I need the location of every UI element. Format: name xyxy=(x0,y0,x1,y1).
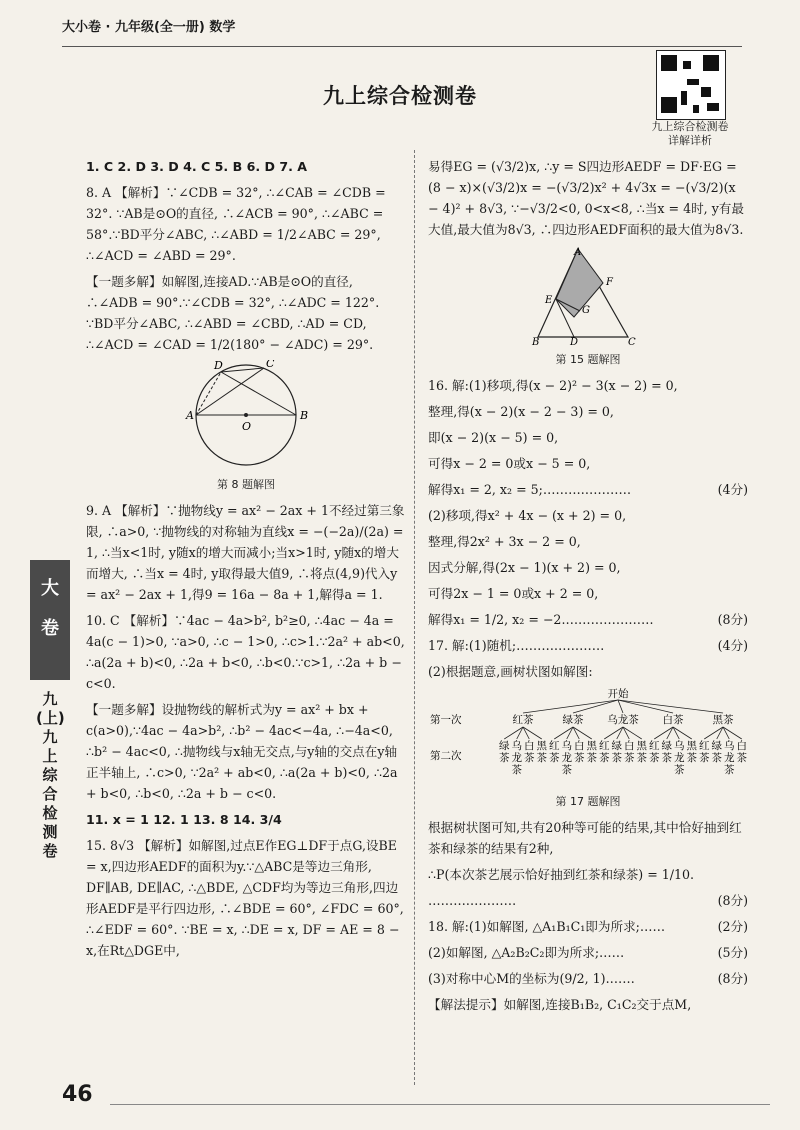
tree-node-second: 茶 xyxy=(549,752,560,764)
tree-node-second: 绿 xyxy=(711,740,722,752)
tree-node-second: 绿 xyxy=(661,740,672,752)
q17-solution xyxy=(428,635,748,682)
tree-node-first: 白茶 xyxy=(662,714,684,726)
tree-branch xyxy=(618,700,673,713)
column-divider xyxy=(414,150,415,1085)
tree-node-second: 白 xyxy=(574,740,585,752)
q16-line: 解得x₁ = 2, x₂ = 5;………………… (4分) xyxy=(428,482,748,497)
tree-row-label-second: 第二次 xyxy=(430,750,462,762)
tree-node-first: 绿茶 xyxy=(562,714,584,726)
q16-line: 因式分解,得(2x − 1)(x + 2) = 0, xyxy=(428,560,621,575)
svg-text:D: D xyxy=(214,360,223,372)
q9-solution: 9. A 【解析】∵抛物线y = ax² − 2ax + 1不经过第三象限, ∴a>0, ∵抛物线的对称轴为直线x = −(−2a)/(2a) = 1, ∴当x<1时, y随x的增大而减小;当x>1时, y随x的增大而增大, ∴当x = 4时, y取得最大值9, ∴将点(4,9)代入y = ax² − 2ax + 1,得9 = 16a − 8a + 1,解得a = 1. xyxy=(86,503,405,602)
q16-line: 可得x − 2 = 0或x − 5 = 0, xyxy=(428,456,591,471)
figure-15-caption: 第 15 题解图 xyxy=(555,353,621,366)
tree-node-second: 茶 xyxy=(611,752,622,764)
tree-node-second: 乌 xyxy=(561,740,572,752)
tree-node-second: 红 xyxy=(549,740,560,752)
tree-branch xyxy=(618,700,723,713)
q16-line: 可得2x − 1 = 0或x + 2 = 0, xyxy=(428,586,599,601)
tree-row-label-first: 第一次 xyxy=(430,714,462,726)
tree-node-second: 白 xyxy=(736,740,747,752)
q18-line: 【解法提示】如解图,连接B₁B₂, C₁C₂交于点M, xyxy=(428,997,692,1012)
svg-text:B: B xyxy=(300,409,309,422)
tree-node-second: 茶 xyxy=(599,752,610,764)
tree-node-second: 茶 xyxy=(511,764,522,776)
page-title: 九上综合检测卷 xyxy=(323,84,477,108)
side-tab-char-2: 卷 xyxy=(41,618,59,639)
svg-text:C: C xyxy=(628,337,636,345)
q15-solution: 15. 8√3 【解析】如解图,过点E作EG⊥DF于点G,设BE = x,四边形AEDF的面积为y.∵△ABC是等边三角形, DF∥AB, DE∥AC, ∴△BDE, △CDF均为等边三角形,四边形AEDF是平行四边形, ∴∠BDE = 60°, ∠FDC = 60°, ∴∠EDF = 60°. ∵BE = x, ∴DE = x, DF = AE = 8 − x,在Rt△DGE中, xyxy=(86,838,404,958)
figure-8-circle xyxy=(86,360,406,470)
tree-node-second: 茶 xyxy=(586,752,597,764)
svg-text:F: F xyxy=(606,277,613,288)
tree-root: 开始 xyxy=(607,688,629,700)
q8-alt-solution: 【一题多解】如解图,连接AD.∵AB是⊙O的直径, ∴∠ADB = 90°.∵∠CDB = 32°, ∴∠ADC = 122°. ∵BD平分∠ABC, ∴∠ABD = ∠CBD, ∴AD = CD, ∴∠ACD = ∠CAD = 1/2(180° − ∠ADC) = 29°. xyxy=(86,274,380,352)
q10-alt-solution: 【一题多解】设抛物线的解析式为y = ax² + bx + c(a>0),∵4ac − 4a>b², ∴b² − 4ac<−4a, ∴−4a<0, ∴b² − 4ac<0, ∴抛物线与x轴无交点,与y轴的交点在y轴正半轴上, ∴c>0, ∵2a² + ab<0, ∴a(2a + b)<0, ∴2a + b<0, ∴b<0, ∴2a + b − c<0. xyxy=(86,702,398,801)
q15-continued: 易得EG = (√3/2)x, ∴y = S四边形AEDF = DF·EG = (8 − x)×(√3/2)x = −(√3/2)x² + 4√3x = −(√3/2)(x − 4)² + 8√3, ∵−√3/2<0, 0<x<8, ∴当x = 4时, y有最大值,最大值为8√3, ∴四边形AEDF面积的最大值为8√3. xyxy=(428,159,744,237)
q16-line: 整理,得2x² + 3x − 2 = 0, xyxy=(428,534,581,549)
q18-line: 18. 解:(1)如解图, △A₁B₁C₁即为所求;…… (2分) xyxy=(428,919,748,934)
tree-node-second: 红 xyxy=(649,740,660,752)
tree-node-second: 绿 xyxy=(611,740,622,752)
side-tab-char-1: 大 xyxy=(41,578,59,599)
tree-node-second: 茶 xyxy=(674,764,685,776)
figure-15-triangle xyxy=(428,245,748,345)
tree-node-second: 红 xyxy=(699,740,710,752)
side-tab xyxy=(30,560,70,680)
q17-line: (2)根据题意,画树状图如解图: xyxy=(428,664,593,679)
tree-node-first: 乌龙茶 xyxy=(607,714,639,726)
tree-node-second: 茶 xyxy=(724,764,735,776)
tree-node-second: 茶 xyxy=(649,752,660,764)
q16-solution xyxy=(428,375,748,630)
page-number: 46 xyxy=(62,1082,93,1107)
tree-node-second: 茶 xyxy=(736,752,747,764)
tree-node-second: 龙 xyxy=(724,752,735,764)
q17-line: ∴P(本次茶艺展示恰好抽到红茶和绿茶) = 1/10. xyxy=(428,867,695,882)
q10-solution: 10. C 【解析】∵4ac − 4a>b², b²≥0, ∴4ac − 4a = 4a(c − 1)>0, ∵a>0, ∴c − 1>0, ∴c>1.∵2a² + ab<0, ∴a(2a + b)<0, ∴2a + b<0, ∴b<0.∵c>1, ∴2a + b − c<0. xyxy=(86,613,405,691)
tree-node-second: 茶 xyxy=(561,764,572,776)
q17-conclusion xyxy=(428,817,748,911)
tree-node-first: 黑茶 xyxy=(712,714,734,726)
svg-text:A: A xyxy=(574,247,582,258)
q18-solution xyxy=(428,916,748,1015)
figure-17-tree-diagram xyxy=(428,687,748,787)
tree-node-second: 龙 xyxy=(674,752,685,764)
q16-line: 即(x − 2)(x − 5) = 0, xyxy=(428,430,559,445)
tree-node-second: 黑 xyxy=(636,740,647,752)
svg-text:A: A xyxy=(186,409,194,422)
tree-node-second: 红 xyxy=(599,740,610,752)
q16-line: 整理,得(x − 2)(x − 2 − 3) = 0, xyxy=(428,404,614,419)
svg-text:C: C xyxy=(266,360,275,370)
figure-17-caption: 第 17 题解图 xyxy=(555,795,621,808)
svg-text:E: E xyxy=(545,295,553,306)
tree-node-second: 茶 xyxy=(636,752,647,764)
tree-node-second: 茶 xyxy=(711,752,722,764)
tree-node-second: 茶 xyxy=(624,752,635,764)
q16-line: 解得x₁ = 1/2, x₂ = −2.………………… (8分) xyxy=(428,612,748,627)
q8-solution: 8. A 【解析】∵∠CDB = 32°, ∴∠CAB = ∠CDB = 32°. ∵AB是⊙O的直径, ∴∠ACB = 90°, ∴∠ABC = 58°.∵BD平分∠ABC, ∴∠ABD = 1/2∠ABC = 29°, ∴∠ACD = ∠ABD = 29°. xyxy=(86,185,386,263)
tree-node-second: 乌 xyxy=(511,740,522,752)
q17-line: 17. 解:(1)随机;………………… (4分) xyxy=(428,638,748,653)
tree-node-second: 茶 xyxy=(686,752,697,764)
tree-branch xyxy=(573,700,618,713)
svg-text:G: G xyxy=(582,305,590,316)
side-subtitle: 九(上) 九上综合检测卷 xyxy=(36,690,65,860)
tree-node-second: 白 xyxy=(624,740,635,752)
q18-line: (2)如解图, △A₂B₂C₂即为所求;…… (5分) xyxy=(428,945,748,960)
tree-node-second: 茶 xyxy=(661,752,672,764)
tree-node-second: 茶 xyxy=(574,752,585,764)
tree-node-second: 白 xyxy=(524,740,535,752)
tree-node-second: 茶 xyxy=(699,752,710,764)
tree-node-second: 茶 xyxy=(524,752,535,764)
q18-line: (3)对称中心M的坐标为(9/2, 1).…… (8分) xyxy=(428,971,748,986)
tree-node-second: 龙 xyxy=(511,752,522,764)
tree-branch xyxy=(523,700,618,713)
header-rule xyxy=(62,46,742,47)
left-column xyxy=(86,156,406,966)
tree-node-second: 黑 xyxy=(686,740,697,752)
svg-text:O: O xyxy=(242,420,252,433)
figure-8-caption: 第 8 题解图 xyxy=(217,478,275,491)
q16-line: (2)移项,得x² + 4x − (x + 2) = 0, xyxy=(428,508,627,523)
qr-caption-line-2: 详解详析 xyxy=(668,134,712,147)
tree-node-second: 绿 xyxy=(499,740,510,752)
qr-code-icon[interactable] xyxy=(656,50,726,120)
running-header: 大小卷 · 九年级(全一册) 数学 xyxy=(62,20,236,35)
tree-node-second: 龙 xyxy=(561,752,572,764)
q17-line: 根据树状图可知,共有20种等可能的结果,其中恰好抽到红茶和绿茶的结果有2种, xyxy=(428,820,742,856)
tree-node-second: 黑 xyxy=(536,740,547,752)
qr-caption-line-1: 九上综合检测卷 xyxy=(651,120,729,133)
footer-rule xyxy=(110,1104,770,1105)
tree-node-second: 黑 xyxy=(586,740,597,752)
svg-text:D: D xyxy=(570,337,579,345)
tree-node-first: 红茶 xyxy=(512,714,534,726)
q16-line: 16. 解:(1)移项,得(x − 2)² − 3(x − 2) = 0, xyxy=(428,378,678,393)
svg-text:B: B xyxy=(532,337,540,345)
tree-node-second: 茶 xyxy=(536,752,547,764)
tree-branch xyxy=(618,700,623,713)
q17-line: ………………… (8分) xyxy=(428,893,748,908)
tree-node-second: 茶 xyxy=(499,752,510,764)
right-column xyxy=(428,156,748,1020)
answers-11-14: 11. x = 1 12. 1 13. 8 14. 3/4 xyxy=(86,812,282,827)
qr-caption xyxy=(628,120,752,148)
tree-node-second: 乌 xyxy=(674,740,685,752)
tree-node-second: 乌 xyxy=(724,740,735,752)
answers-1-7: 1. C 2. D 3. D 4. C 5. B 6. D 7. A xyxy=(86,159,308,174)
